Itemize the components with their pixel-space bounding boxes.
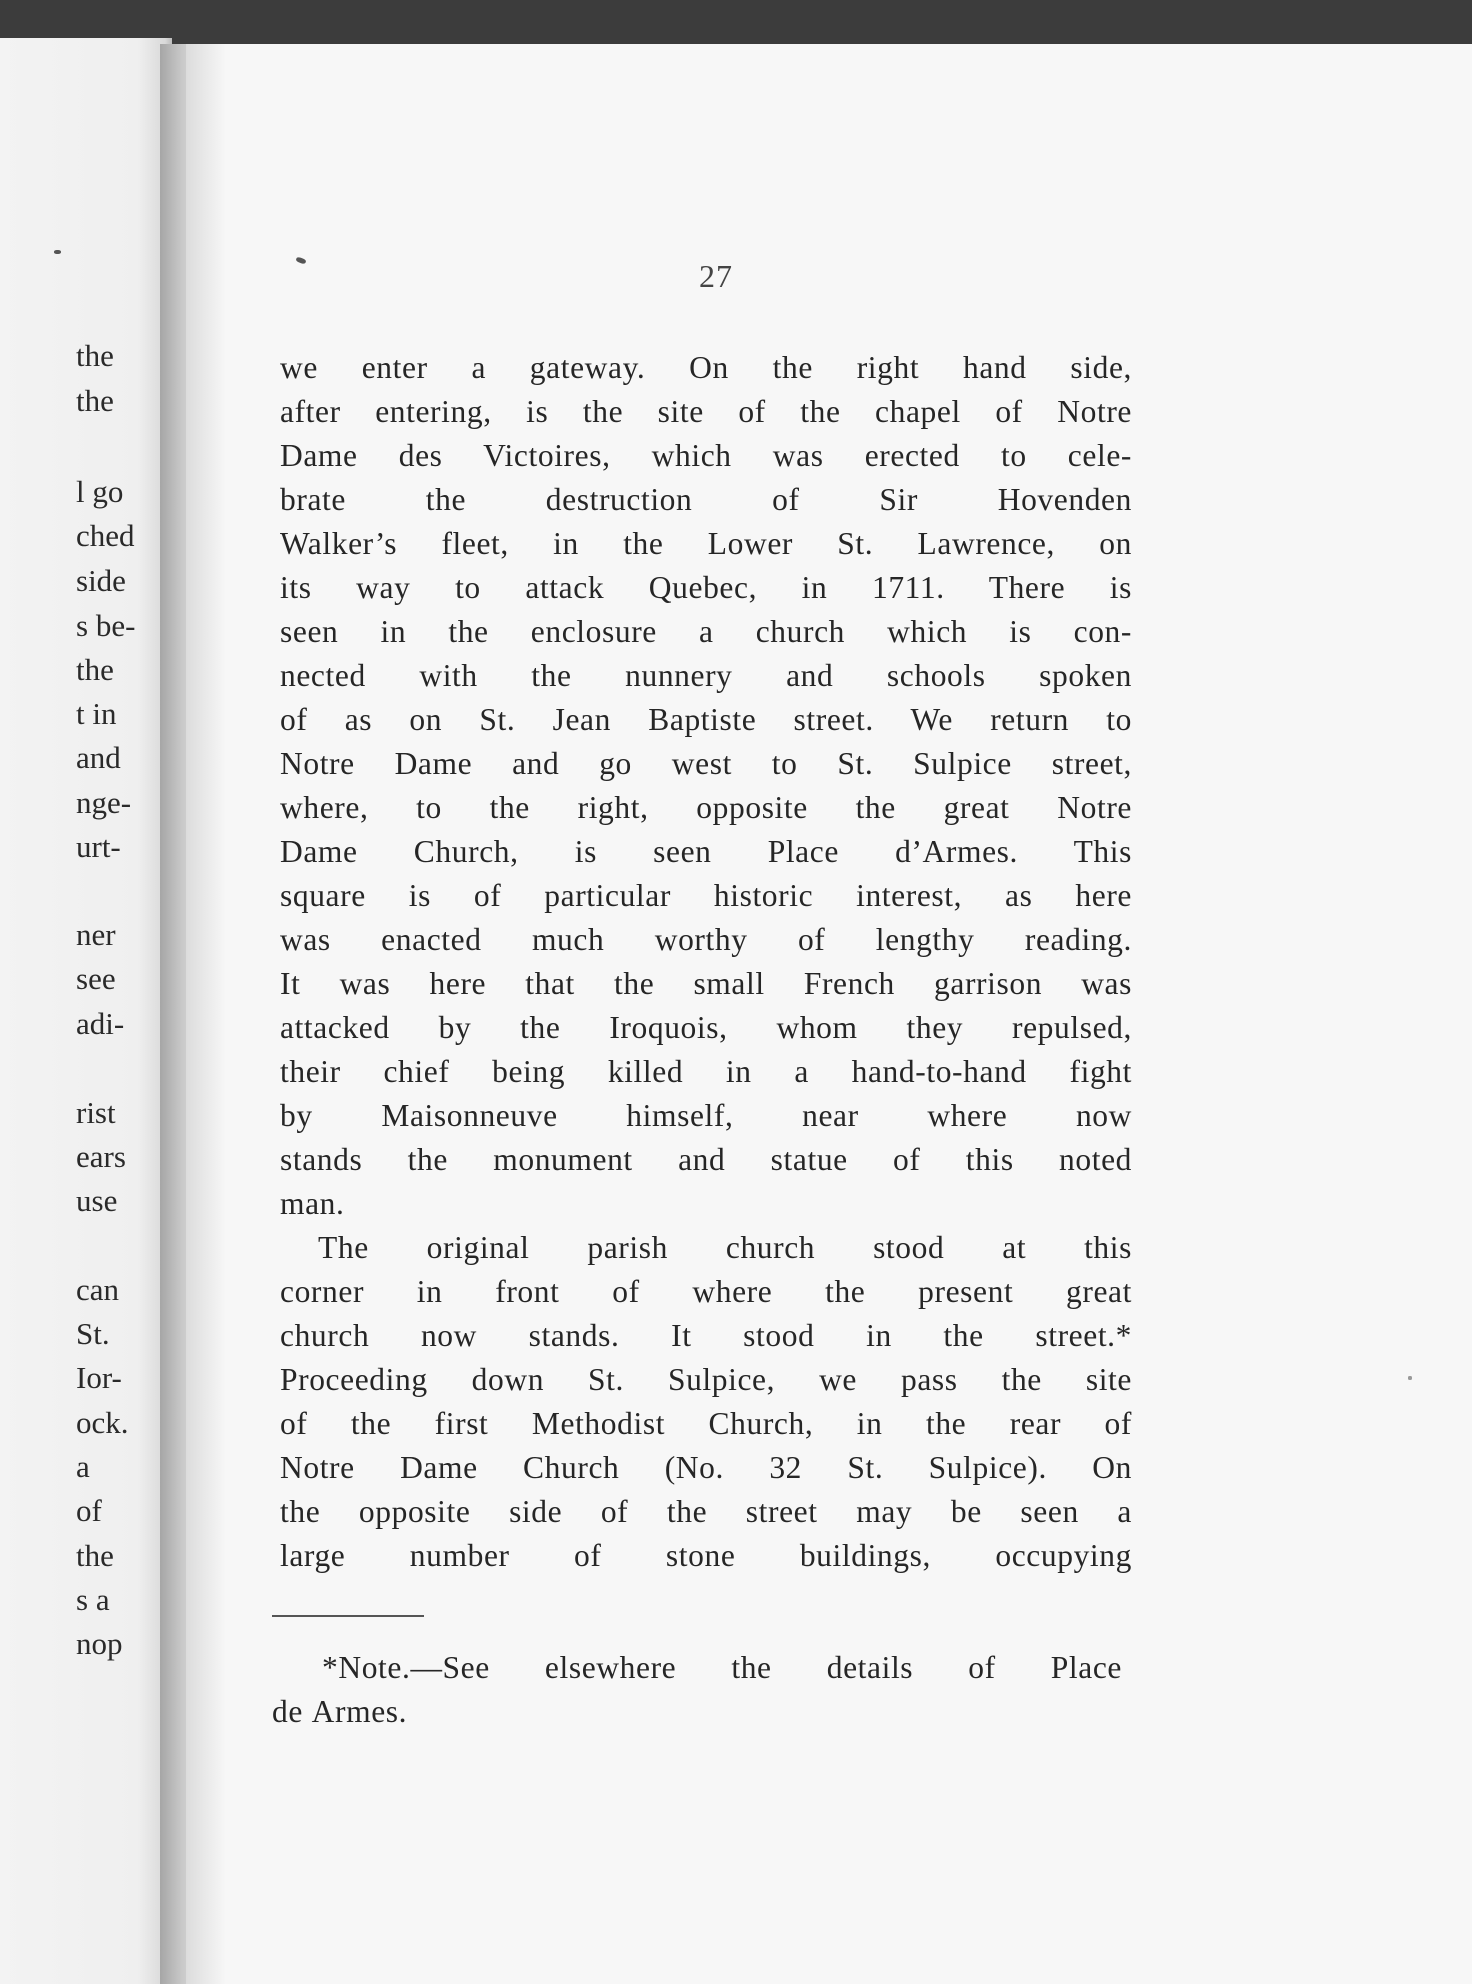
text-line: where, to the right, opposite the great Notre [280, 790, 1132, 825]
left-fragment: ched [76, 518, 135, 553]
text-line: church now stands. It stood in the street.* [280, 1318, 1132, 1353]
text-line: Walker’s fleet, in the Lower St. Lawrence, on [280, 526, 1132, 561]
left-fragment: adi- [76, 1006, 125, 1041]
footnote [272, 1646, 1122, 1734]
left-fragment: urt- [76, 829, 121, 864]
text-line: its way to attack Quebec, in 1711. There is [280, 570, 1132, 605]
left-fragment: s a [76, 1582, 110, 1617]
left-fragment: use [76, 1183, 118, 1218]
text-line: Proceeding down St. Sulpice, we pass the site [280, 1362, 1132, 1397]
text-line: It was here that the small French garrison was [280, 966, 1132, 1001]
text-line: Notre Dame Church (No. 32 St. Sulpice). On [280, 1450, 1132, 1485]
left-fragment: Ior- [76, 1360, 122, 1395]
left-fragment: of [76, 1493, 102, 1528]
left-fragment: St. [76, 1316, 110, 1351]
left-fragment: l go [76, 474, 124, 509]
text-line: we enter a gateway. On the right hand side, [280, 350, 1132, 385]
text-line: corner in front of where the present great [280, 1274, 1132, 1309]
text-line: nected with the nunnery and schools spoken [280, 658, 1132, 693]
text-line: after entering, is the site of the chapel of Notre [280, 394, 1132, 429]
paragraph-start-line: The original parish church stood at this [318, 1230, 1132, 1265]
left-fragment: the [76, 652, 114, 687]
left-fragment: side [76, 563, 126, 598]
left-fragment: the [76, 383, 114, 418]
text-line: attacked by the Iroquois, whom they repulsed, [280, 1010, 1132, 1045]
left-fragment: s be- [76, 608, 136, 643]
left-fragment: the [76, 338, 114, 373]
footnote-line: de Armes. [272, 1694, 408, 1729]
left-fragment: nop [76, 1626, 123, 1661]
left-fragment: see [76, 961, 116, 996]
left-fragment: t in [76, 696, 117, 731]
left-fragment: ner [76, 917, 116, 952]
text-line: of the first Methodist Church, in the rear of [280, 1406, 1132, 1441]
text-line: square is of particular historic interest, as here [280, 878, 1132, 913]
text-line: their chief being killed in a hand-to-hand fight [280, 1054, 1132, 1089]
left-fragment: and [76, 740, 121, 775]
text-line: Notre Dame and go west to St. Sulpice street, [280, 746, 1132, 781]
page-number: 27 [699, 258, 733, 294]
text-line: was enacted much worthy of lengthy reading. [280, 922, 1132, 957]
footnote-line: *Note.—See elsewhere the details of Place [322, 1650, 1122, 1685]
left-fragment: can [76, 1272, 120, 1307]
left-fragment: the [76, 1538, 114, 1573]
text-line: large number of stone buildings, occupying [280, 1538, 1132, 1573]
left-fragment: rist [76, 1095, 116, 1130]
left-fragment: ock. [76, 1405, 129, 1440]
ink-speck [1408, 1376, 1412, 1380]
text-line: Dame Church, is seen Place d’Armes. This [280, 834, 1132, 869]
text-line: brate the destruction of Sir Hovenden [280, 482, 1132, 517]
footnote-divider [272, 1615, 424, 1617]
text-line: of as on St. Jean Baptiste street. We return to [280, 702, 1132, 737]
body-text [280, 346, 1132, 1578]
ink-speck [54, 250, 61, 254]
text-line: Dame des Victoires, which was erected to cele- [280, 438, 1132, 473]
text-line: the opposite side of the street may be seen a [280, 1494, 1132, 1529]
left-page [0, 38, 172, 1984]
ink-speck [295, 256, 306, 264]
text-line: stands the monument and statue of this noted [280, 1142, 1132, 1177]
left-fragment: a [76, 1449, 90, 1484]
text-line: by Maisonneuve himself, near where now [280, 1098, 1132, 1133]
left-fragment: nge- [76, 785, 132, 820]
text-line: seen in the enclosure a church which is con- [280, 614, 1132, 649]
text-line: man. [280, 1186, 345, 1221]
left-fragment: ears [76, 1139, 126, 1174]
